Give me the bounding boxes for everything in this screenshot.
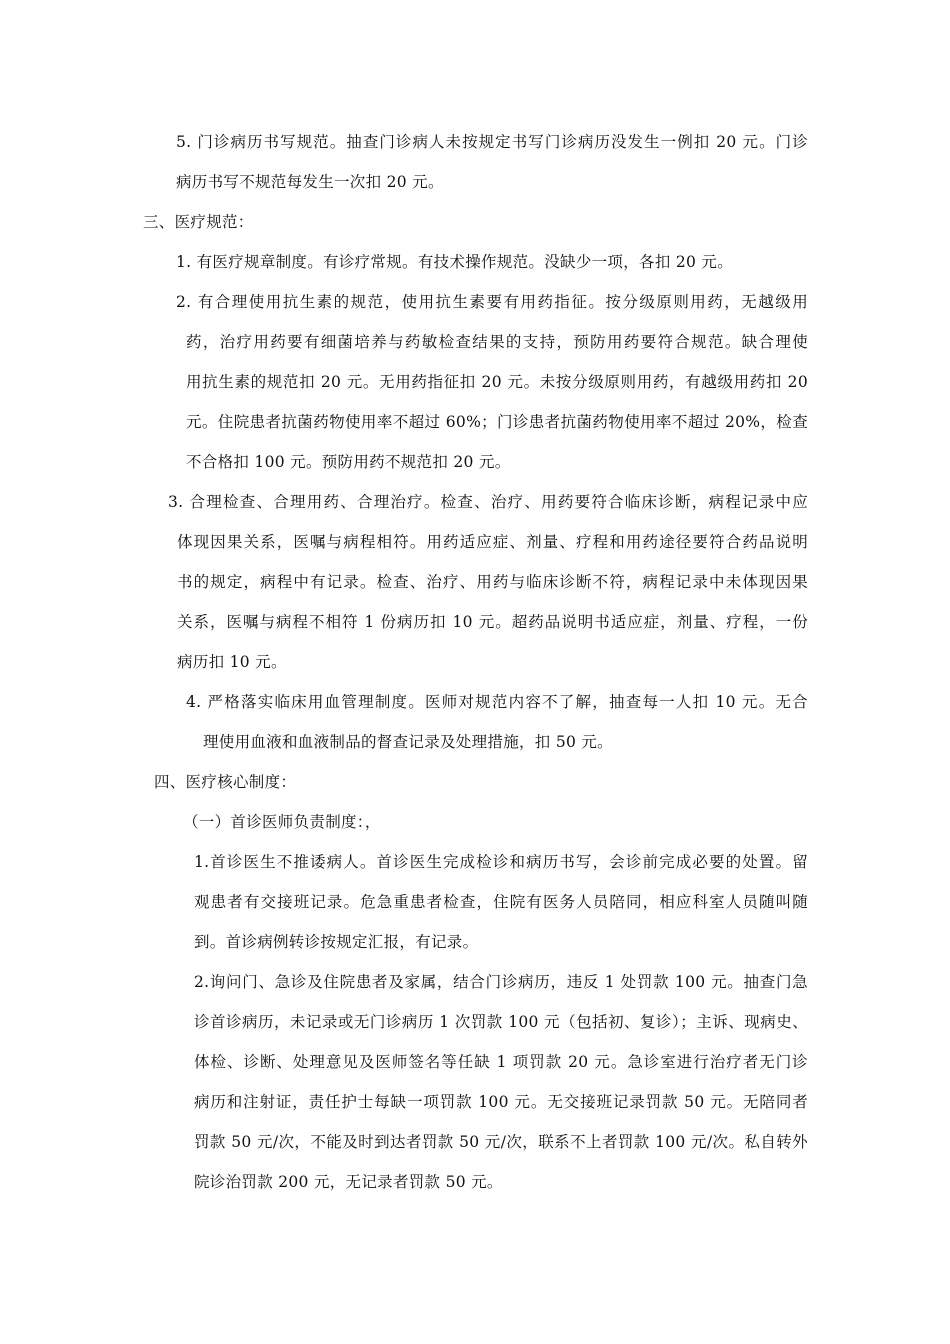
section3-item3-line3: 书的规定，病程中有记录。检查、治疗、用药与临床诊断不符，病程记录中未体现因果: [177, 573, 808, 591]
section3-item2-line5: 不合格扣 100 元。预防用药不规范扣 20 元。: [186, 453, 511, 471]
section3-heading: 三、医疗规范：: [143, 213, 254, 231]
section4-sub1-item2-line6: 院诊治罚款 200 元，无记录者罚款 50 元。: [194, 1173, 503, 1191]
section4-sub1-item1-line3: 到。首诊病例转诊按规定汇报，有记录。: [194, 933, 479, 951]
section3-item3-line2: 体现因果关系，医嘱与病程相符。用药适应症、剂量、疗程和用药途径要符合药品说明: [177, 533, 808, 551]
section3-item2-line3: 用抗生素的规范扣 20 元。无用药指征扣 20 元。未按分级原则用药，有越级用药扣 20: [186, 373, 808, 391]
section3-item2-line1: 2. 有合理使用抗生素的规范，使用抗生素要有用药指征。按分级原则用药，无越级用: [176, 293, 808, 311]
section3-item2-line4: 元。住院患者抗菌药物使用率不超过 60%；门诊患者抗菌药物使用率不超过 20%，检查: [186, 413, 808, 431]
section4-sub1-item2-line3: 体检、诊断、处理意见及医师签名等任缺 1 项罚款 20 元。急诊室进行治疗者无门诊: [194, 1053, 808, 1071]
item5-line1: 5. 门诊病历书写规范。抽查门诊病人未按规定书写门诊病历没发生一例扣 20 元。门诊: [176, 133, 808, 151]
item5-line2: 病历书写不规范每发生一次扣 20 元。: [176, 173, 444, 191]
section3-item4-line1: 4. 严格落实临床用血管理制度。医师对规范内容不了解，抽查每一人扣 10 元。无合: [186, 693, 808, 711]
section4-heading: 四、医疗核心制度：: [154, 773, 297, 791]
section4-sub1-item2-line2: 诊首诊病历，未记录或无门诊病历 1 次罚款 100 元（包括初、复诊）；主诉、现病史、: [194, 1013, 808, 1031]
section4-sub1-item2-line5: 罚款 50 元/次，不能及时到达者罚款 50 元/次，联系不上者罚款 100 元/次。私自转外: [194, 1133, 808, 1151]
section4-sub1-item2-line4: 病历和注射证，责任护士每缺一项罚款 100 元。无交接班记录罚款 50 元。无陪同者: [194, 1093, 808, 1111]
section3-item1: 1. 有医疗规章制度。有诊疗常规。有技术操作规范。没缺少一项，各扣 20 元。: [176, 253, 733, 271]
section4-sub1-item1-line1: 1.首诊医生不推诿病人。首诊医生完成检诊和病历书写，会诊前完成必要的处置。留: [194, 853, 808, 871]
section4-sub1-item2-line1: 2.询问门、急诊及住院患者及家属，结合门诊病历，违反 1 处罚款 100 元。抽查门急: [194, 973, 808, 991]
section3-item4-line2: 理使用血液和血液制品的督查记录及处理措施，扣 50 元。: [203, 733, 613, 751]
section3-item3-line1: 3. 合理检查、合理用药、合理治疗。检查、治疗、用药要符合临床诊断，病程记录中应: [168, 493, 808, 511]
section3-item2-line2: 药，治疗用药要有细菌培养与药敏检查结果的支持，预防用药要符合规范。缺合理使: [186, 333, 808, 351]
section3-item3-line5: 病历扣 10 元。: [177, 653, 287, 671]
section4-sub1-heading: （一）首诊医师负责制度：，: [183, 813, 381, 831]
section4-sub1-item1-line2: 观患者有交接班记录。危急重患者检查，住院有医务人员陪同，相应科室人员随叫随: [194, 893, 808, 911]
section3-item3-line4: 关系，医嘱与病程不相符 1 份病历扣 10 元。超药品说明书适应症，剂量、疗程，一份: [177, 613, 808, 631]
